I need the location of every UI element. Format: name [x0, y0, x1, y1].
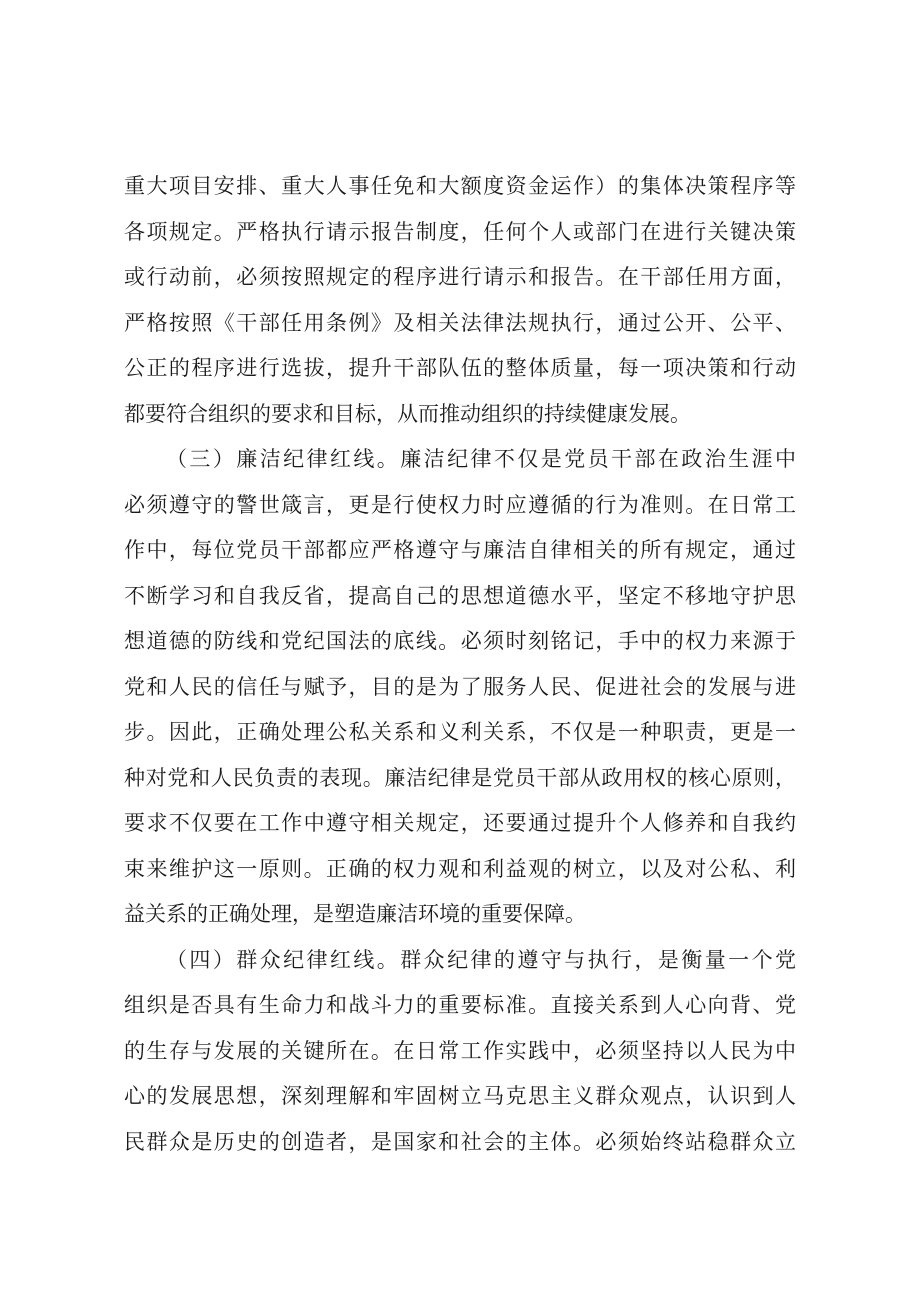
text-line: 想道德的防线和党纪国法的底线。必须时刻铭记，手中的权力来源于 [124, 629, 796, 653]
text-line: 都要符合组织的要求和目标，从而推动组织的持续健康发展。 [124, 401, 691, 426]
section-heading-line: （三）廉洁纪律红线。廉洁纪律不仅是党员干部在政治生涯中 [166, 447, 796, 471]
text-line: 益关系的正确处理，是塑造廉洁环境的重要保障。 [124, 902, 586, 926]
text-line: 的生存与发展的关键所在。在日常工作实践中，必须坚持以人民为中 [124, 1038, 796, 1063]
text-line: 步。因此，正确处理公私关系和义利关系，不仅是一种职责，更是一 [124, 720, 796, 744]
text-line: 作中，每位党员干部都应严格遵守与廉洁自律相关的所有规定，通过 [124, 538, 796, 562]
text-line: 或行动前，必须按照规定的程序进行请示和报告。在干部任用方面， [124, 265, 796, 289]
text-line: 严格按照《干部任用条例》及相关法律法规执行，通过公开、公平、 [124, 310, 796, 335]
text-line: 党和人民的信任与赋予，目的是为了服务人民、促进社会的发展与进 [124, 674, 796, 699]
body-text [124, 164, 796, 1165]
text-line: 民群众是历史的创造者，是国家和社会的主体。必须始终站稳群众立 [124, 1129, 796, 1154]
text-line: 公正的程序进行选拔，提升干部队伍的整体质量，每一项决策和行动 [124, 356, 796, 380]
text-line: 组织是否具有生命力和战斗力的重要标准。直接关系到人心向背、党 [124, 993, 796, 1017]
section-heading-line: （四）群众纪律红线。群众纪律的遵守与执行，是衡量一个党 [166, 947, 796, 972]
text-line: 要求不仅要在工作中遵守相关规定，还要通过提升个人修养和自我约 [124, 811, 796, 835]
text-line: 束来维护这一原则。正确的权力观和利益观的树立，以及对公私、利 [124, 856, 796, 881]
text-line: 各项规定。严格执行请示报告制度，任何个人或部门在进行关键决策 [124, 219, 796, 244]
text-line: 必须遵守的警世箴言，更是行使权力时应遵循的行为准则。在日常工 [124, 492, 796, 517]
text-line: 种对党和人民负责的表现。廉洁纪律是党员干部从政用权的核心原则， [124, 765, 796, 790]
text-line: 不断学习和自我反省，提高自己的思想道德水平，坚定不移地守护思 [124, 583, 796, 608]
text-line: 心的发展思想，深刻理解和牢固树立马克思主义群众观点，认识到人 [124, 1084, 796, 1108]
text-line: 重大项目安排、重大人事任免和大额度资金运作）的集体决策程序等 [124, 174, 796, 198]
